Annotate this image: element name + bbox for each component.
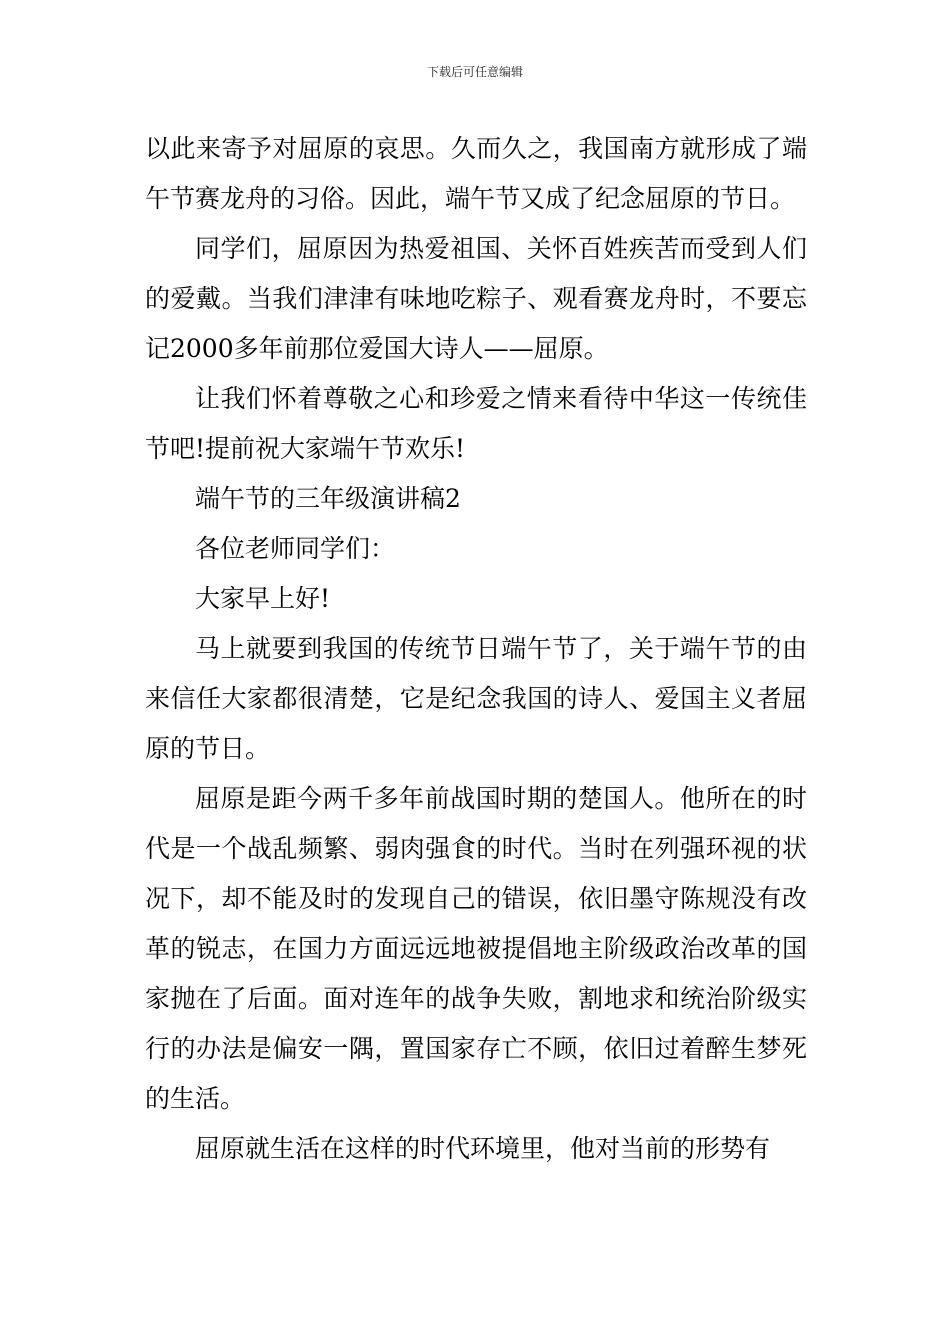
paragraph: 屈原是距今两千多年前战国时期的楚国人。他所在的时代是一个战乱频繁、弱肉强食的时代。当时在列强环视的状况下，却不能及时的发现自己的错误，依旧墨守陈规没有改革的锐志，在国力方面远远地被提倡地主阶级政治改革的国家抛在了后面。面对连年的战争失败，割地求和统治阶级实行的办法是偏安一隅，置国家存亡不顾，依旧过着醉生梦死的生活。: [145, 784, 807, 1113]
document-body: [145, 124, 807, 1174]
paragraph: 让我们怀着尊敬之心和珍爱之情来看待中华这一传统佳节吧!提前祝大家端午节欢乐!: [145, 384, 807, 463]
paragraph: 马上就要到我国的传统节日端午节了，关于端午节的由来信任大家都很清楚，它是纪念我国的诗人、爱国主义者屈原的节日。: [145, 634, 807, 763]
paragraph: 同学们，屈原因为热爱祖国、关怀百姓疾苦而受到人们的爱戴。当我们津津有味地吃粽子、观看赛龙舟时，不要忘记2000多年前那位爱国大诗人——屈原。: [145, 234, 807, 363]
page-header: 下载后可任意编辑: [426, 65, 523, 79]
greeting: 大家早上好!: [195, 584, 331, 613]
paragraph: 屈原就生活在这样的时代环境里，他对当前的形势有: [195, 1134, 771, 1163]
salutation: 各位老师同学们：: [195, 534, 396, 563]
paragraph: 以此来寄予对屈原的哀思。久而久之，我国南方就形成了端午节赛龙舟的习俗。因此，端午节又成了纪念屈原的节日。: [145, 134, 807, 213]
section-title: 端午节的三年级演讲稿2: [195, 484, 461, 513]
